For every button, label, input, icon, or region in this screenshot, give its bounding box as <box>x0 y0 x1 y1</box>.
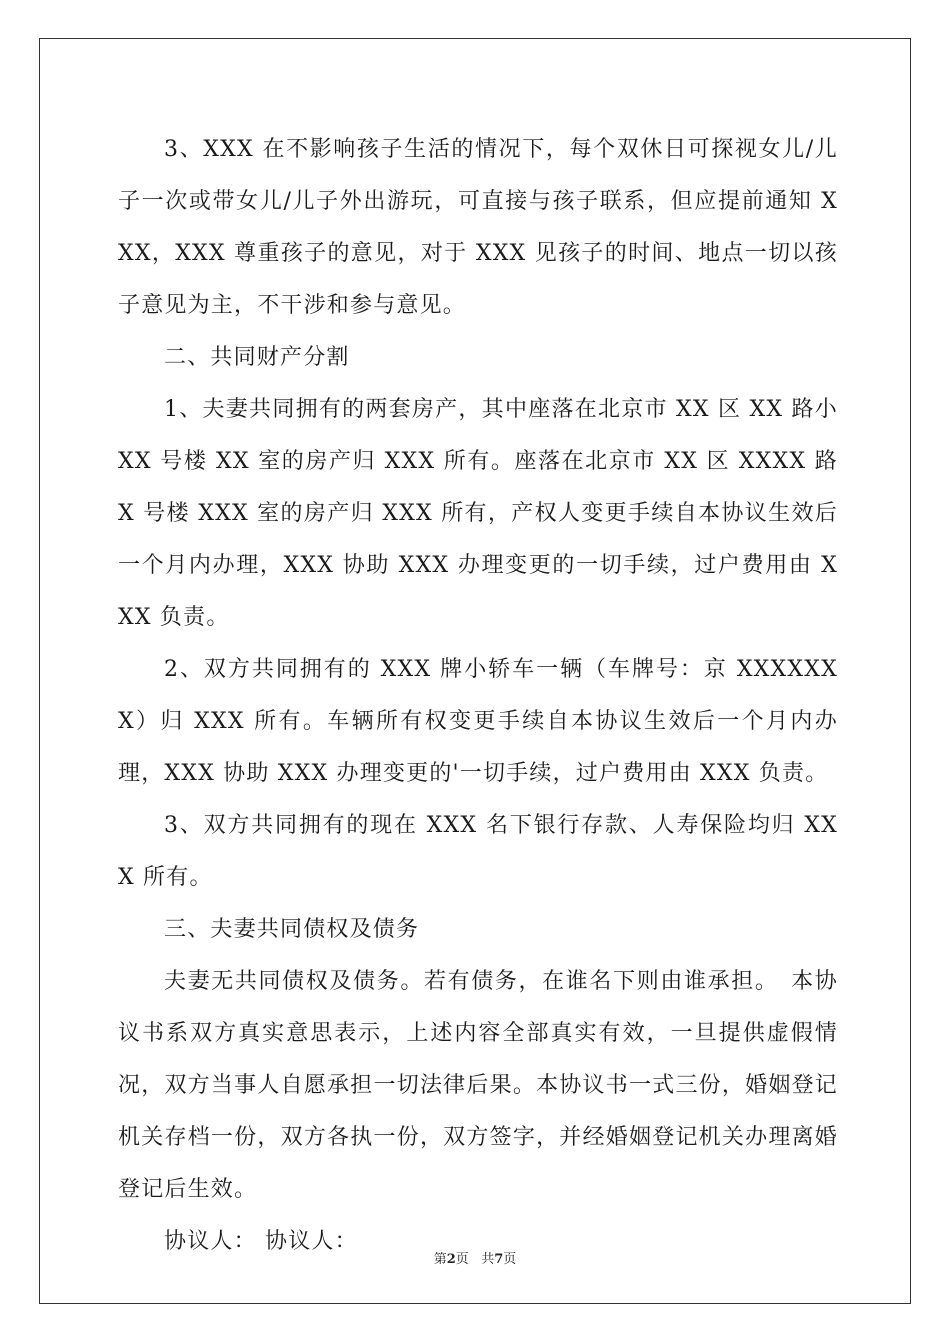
footer-page-prefix: 第 <box>433 1252 447 1267</box>
section-heading-property-division: 二、共同财产分割 <box>164 345 350 370</box>
section-heading-debts: 三、夫妻共同债权及债务 <box>164 917 420 942</box>
footer-total-label: 页 <box>503 1252 517 1267</box>
footer-total-prefix: 共 <box>481 1252 495 1267</box>
paragraph-real-estate: 1、夫妻共同拥有的两套房产，其中座落在北京市 XX 区 XX 路小 XX 号楼 XX 室的房产归 XXX 所有。座落在北京市 XX 区 XXXX 路 X 号楼 XXX 室的房产归 XXX 所有，产权人变更手续自本协议生效后一个月内办理，XXX 协助 XXX 办理变更的一切手续，过户费用由 XXX 负责。 <box>118 397 838 630</box>
footer-page-number: 2 <box>446 1252 456 1267</box>
footer-total-pages: 7 <box>494 1252 504 1267</box>
paragraph-savings-insurance: 3、双方共同拥有的现在 XXX 名下银行存款、人寿保险均归 XXX 所有。 <box>118 813 838 890</box>
signature-line: 协议人： 协议人： <box>164 1229 358 1254</box>
document-body <box>118 124 838 1268</box>
footer-page-label: 页 <box>455 1252 469 1267</box>
paragraph-debts-and-effect: 夫妻无共同债权及债务。若有债务，在谁名下则由谁承担。 本协议书系双方真实意思表示，上述内容全部真实有效，一旦提供虚假情况，双方当事人自愿承担一切法律后果。本协议书一式三份，婚姻登记机关存档一份，双方各执一份，双方签字，并经婚姻登记机关办理离婚登记后生效。 <box>118 969 838 1202</box>
page-footer <box>0 1248 950 1267</box>
paragraph-vehicle: 2、双方共同拥有的 XXX 牌小轿车一辆（车牌号：京 XXXXXXX）归 XXX 所有。车辆所有权变更手续自本协议生效后一个月内办理，XXX 协助 XXX 办理变更的'一切手续，过户费用由 XXX 负责。 <box>118 657 838 786</box>
paragraph-visitation-rights: 3、XXX 在不影响孩子生活的情况下，每个双休日可探视女儿/儿子一次或带女儿/儿子外出游玩，可直接与孩子联系，但应提前通知 XXX，XXX 尊重孩子的意见，对于 XXX 见孩子的时间、地点一切以孩子意见为主，不干涉和参与意见。 <box>118 137 838 318</box>
